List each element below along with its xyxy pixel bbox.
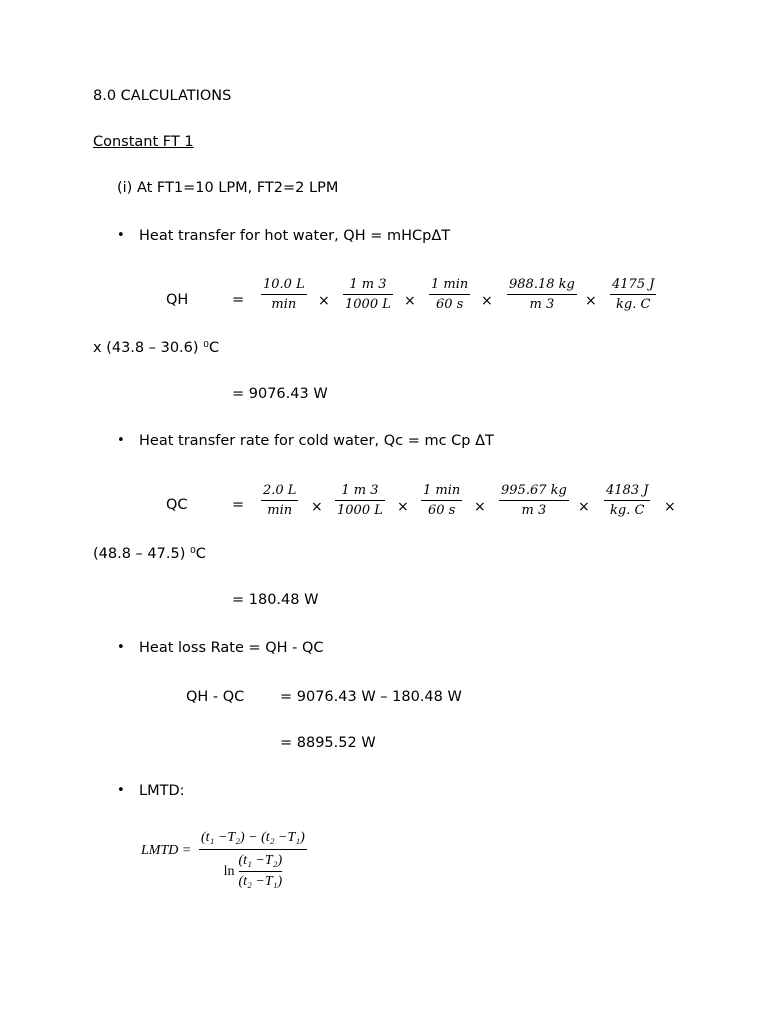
- case-label: (i) At FT1=10 LPM, FT2=2 LPM: [117, 180, 339, 196]
- ln-operator: ln: [223, 863, 235, 879]
- fraction-denominator: kg. C: [616, 297, 651, 312]
- section-title: 8.0 CALCULATIONS: [93, 88, 232, 104]
- qh-temperature-term: x (43.8 – 30.6) ⁰C: [93, 340, 220, 356]
- lmtd-denominator: [224, 850, 283, 890]
- fraction-numerator: 1 min: [423, 483, 461, 498]
- qc-label: QC: [166, 497, 188, 513]
- fraction-numerator: 4183 J: [606, 483, 649, 498]
- fraction-numerator: 4175 J: [612, 277, 655, 292]
- heat-loss-expression: = 9076.43 W – 180.48 W: [280, 689, 462, 705]
- qc-temperature-term: (48.8 – 47.5) ⁰C: [93, 546, 206, 562]
- fraction-numerator: 995.67 kg: [501, 483, 567, 498]
- qh-equals: =: [232, 292, 245, 308]
- fraction-denominator: 60 s: [435, 297, 464, 312]
- fraction-numerator: 1 m 3: [349, 277, 387, 292]
- hot-water-bullet: • Heat transfer for hot water, QH = mHCpΔT: [139, 229, 450, 244]
- heat-loss-label: QH - QC: [186, 689, 245, 705]
- subsection-title: Constant FT 1: [93, 134, 194, 150]
- qh-fraction-flow: [261, 278, 307, 311]
- qh-fraction-density: [507, 278, 577, 311]
- lmtd-inner-denominator: (t₂ −T₁): [238, 874, 283, 889]
- lmtd-numerator: (t₁ −T₂) − (t₂ −T₁): [201, 830, 305, 845]
- qh-fraction-cp: [610, 278, 656, 311]
- heat-loss-bullet: • Heat loss Rate = QH - QC: [139, 641, 324, 656]
- fraction-denominator: 1000 L: [345, 297, 391, 312]
- qh-fraction-time: [429, 278, 470, 311]
- qc-equals: =: [232, 497, 245, 513]
- fraction-denominator: m 3: [529, 297, 555, 312]
- qh-fraction-volume: [343, 278, 393, 311]
- qc-fraction-flow: [261, 484, 298, 517]
- lmtd-inner-fraction: [239, 853, 283, 890]
- fraction-denominator: 1000 L: [337, 503, 383, 518]
- fraction-denominator: min: [267, 503, 293, 518]
- fraction-denominator: 60 s: [427, 503, 456, 518]
- times-sign: ×: [578, 499, 590, 515]
- qc-result: = 180.48 W: [232, 592, 319, 608]
- times-sign: ×: [474, 499, 486, 515]
- lmtd-fraction: [199, 830, 307, 890]
- qc-fraction-density: [499, 484, 569, 517]
- qh-label: QH: [166, 292, 189, 308]
- times-sign: ×: [404, 293, 416, 309]
- fraction-numerator: 1 m 3: [341, 483, 379, 498]
- lmtd-lhs: LMTD =: [141, 843, 192, 858]
- fraction-numerator: 2.0 L: [263, 483, 297, 498]
- fraction-denominator: min: [271, 297, 297, 312]
- qc-fraction-cp: [604, 484, 650, 517]
- qc-fraction-volume: [335, 484, 385, 517]
- heat-loss-result: = 8895.52 W: [280, 735, 376, 751]
- times-sign: ×: [397, 499, 409, 515]
- times-sign: ×: [481, 293, 493, 309]
- times-sign: ×: [318, 293, 330, 309]
- qh-result: = 9076.43 W: [232, 386, 328, 402]
- fraction-numerator: 10.0 L: [263, 277, 305, 292]
- lmtd-inner-numerator: (t₁ −T₂): [238, 853, 283, 868]
- fraction-numerator: 1 min: [431, 277, 469, 292]
- times-sign: ×: [311, 499, 323, 515]
- times-sign: ×: [664, 499, 676, 515]
- times-sign: ×: [585, 293, 597, 309]
- fraction-denominator: m 3: [521, 503, 547, 518]
- cold-water-bullet: • Heat transfer rate for cold water, Qc = mc Cp ΔT: [139, 434, 494, 449]
- fraction-numerator: 988.18 kg: [509, 277, 575, 292]
- lmtd-bullet: • LMTD:: [139, 784, 185, 799]
- qc-fraction-time: [421, 484, 462, 517]
- fraction-denominator: kg. C: [610, 503, 645, 518]
